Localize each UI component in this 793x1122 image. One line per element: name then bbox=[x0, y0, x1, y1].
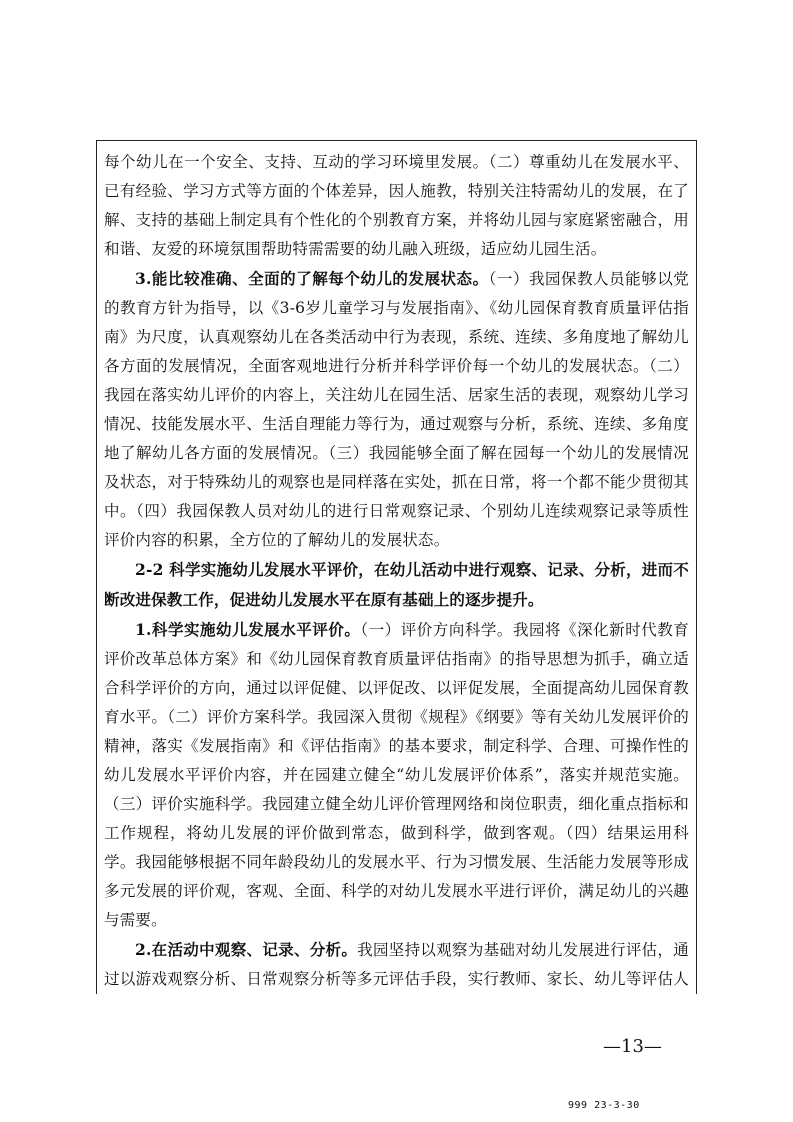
paragraph-item-1 bbox=[104, 615, 689, 935]
paragraph-text: （一）我园保教人员能够以党的教育方针为指导，以《3-6岁儿童学习与发展指南》、《幼儿园保育教育质量评估指南》为尺度，认真观察幼儿在各类活动中行为表现，系统、连续、多角度地了解幼儿各方面的发展情况，全面客观地进行分析并科学评价每一个幼儿的发展状态。（二）我园在落实幼儿评价的内容上，关注幼儿在园生活、居家生活的表现，观察幼儿学习情况、技能发展水平、生活自理能力等行为，通过观察与分析，系统、连续、多角度地了解幼儿各方面的发展情况。（三）我园能够全面了解在园每一个幼儿的发展情况及状态，对于特殊幼儿的观察也是同样落在实处，抓在日常，将一个都不能少贯彻其中。（四）我园保教人员对幼儿的进行日常观察记录、个别幼儿连续观察记录等质性评价内容的积累，全方位的了解幼儿的发展状态。 bbox=[104, 270, 689, 549]
paragraph-lead: 3.能比较准确、全面的了解每个幼儿的发展状态。 bbox=[135, 269, 489, 288]
section-heading-text: 2-2 科学实施幼儿发展水平评价，在幼儿活动中进行观察、记录、分析，进而不断改进保教工作，促进幼儿发展水平在原有基础上的逐步提升。 bbox=[104, 560, 689, 609]
paragraph-item-2 bbox=[104, 935, 689, 994]
paragraph-text: 我园坚持以观察为基础对幼儿发展进行评估，通过以游戏观察分析、日常观察分析等多元评估手段，实行教师、家长、幼儿等评估人 bbox=[104, 941, 689, 988]
paragraph-continued bbox=[104, 147, 689, 264]
paragraph-item-3 bbox=[104, 264, 689, 555]
document-frame bbox=[96, 140, 697, 994]
section-heading-2-2 bbox=[104, 555, 689, 615]
document-body bbox=[97, 141, 696, 994]
paragraph-text: （一）评价方向科学。我园将《深化新时代教育评价改革总体方案》和《幼儿园保育教育质量评估指南》的指导思想为抓手，确立适合科学评价的方向，通过以评促健、以评促改、以评促发展，全面提高幼儿园保育教育水平。（二）评价方案科学。我园深入贯彻《规程》《纲要》等有关幼儿发展评价的精神，落实《发展指南》和《评估指南》的基本要求，制定科学、合理、可操作性的幼儿发展水平评价内容，并在园建立健全“幼儿发展评价体系”，落实并规范实施。（三）评价实施科学。我园建立健全幼儿评价管理网络和岗位职责，细化重点指标和工作规程，将幼儿发展的评价做到常态，做到科学，做到客观。（四）结果运用科学。我园能够根据不同年龄段幼儿的发展水平、行为习惯发展、生活能力发展等形成多元发展的评价观，客观、全面、科学的对幼儿发展水平进行评价，满足幼儿的兴趣与需要。 bbox=[104, 621, 689, 929]
paragraph-lead: 1.科学实施幼儿发展水平评价。 bbox=[135, 620, 361, 639]
page-number: —13— bbox=[603, 1036, 662, 1057]
paragraph-text: 每个幼儿在一个安全、支持、互动的学习环境里发展。（二）尊重幼儿在发展水平、已有经验、学习方式等方面的个体差异，因人施教，特别关注特需幼儿的发展，在了解、支持的基础上制定具有个性化的个别教育方案，并将幼儿园与家庭紧密融合，用和谐、友爱的环境氛围帮助特需需要的幼儿融入班级，适应幼儿园生活。 bbox=[104, 153, 689, 258]
print-stamp: 999 23-3-30 bbox=[568, 1100, 640, 1111]
paragraph-lead: 2.在活动中观察、记录、分析。 bbox=[135, 940, 358, 959]
